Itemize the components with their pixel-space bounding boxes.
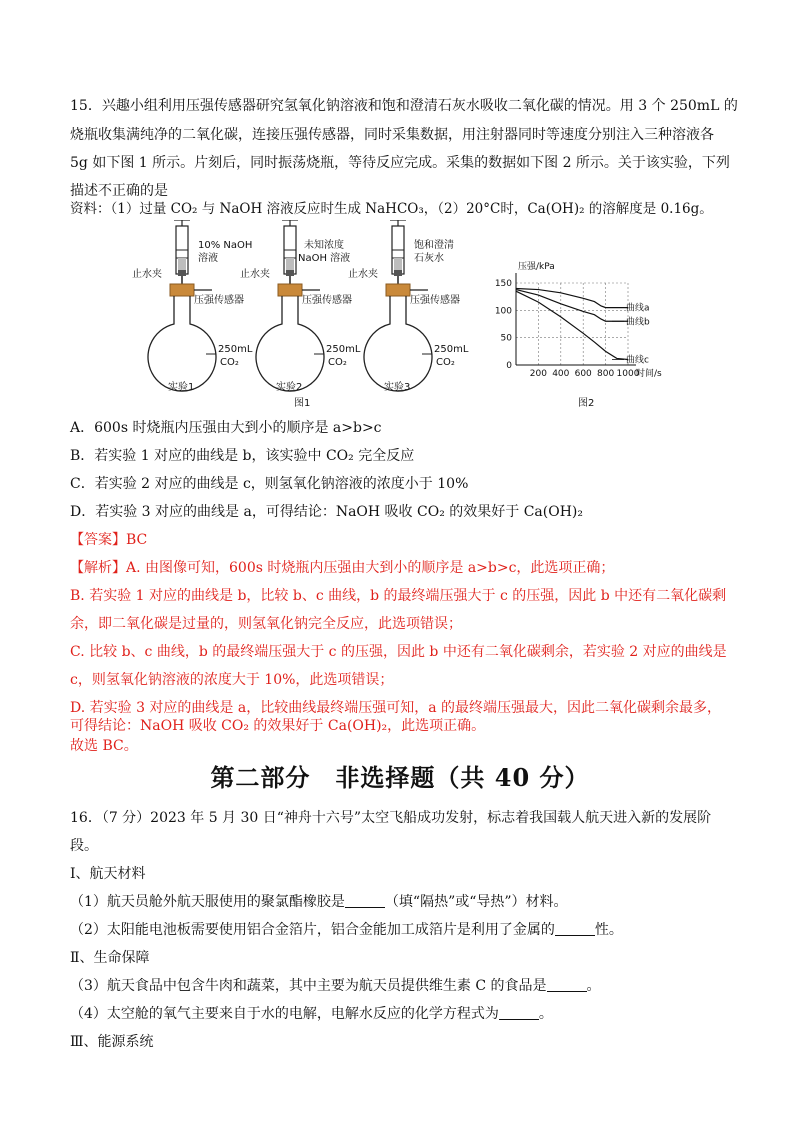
- q15-analysis-line-1: 【解析】A. 由图像可知，600s 时烧瓶内压强由大到小的顺序是 a>b>c，此选项正确；: [70, 560, 615, 576]
- flask-apparatus-1: [132, 220, 253, 393]
- q15-figures: [108, 220, 668, 415]
- liquid-label-2: 溶液: [198, 253, 218, 264]
- q15-stem-line-4: 描述不正确的是: [70, 183, 168, 199]
- liquid-label-2: NaOH 溶液: [298, 253, 351, 264]
- answer-blank-1[interactable]: [345, 893, 385, 908]
- q15-option-c: C．若实验 2 对应的曲线是 c，则氢氧化钠溶液的浓度小于 10%: [70, 476, 469, 492]
- valve-label: 止水夹: [132, 269, 162, 280]
- liquid-label-1: 10% NaOH: [198, 240, 253, 251]
- q15-stem-line-3: 5g 如下图 1 所示。片刻后，同时振荡烧瓶，等待反应完成。采集的数据如下图 2 所示。关于该实验，下列: [70, 155, 730, 171]
- flask-apparatus-2: [240, 220, 361, 393]
- gas-label: CO₂: [328, 357, 347, 368]
- volume-label: 250mL: [218, 344, 253, 355]
- stopper: [170, 284, 194, 296]
- gas-label: CO₂: [436, 357, 455, 368]
- q15-option-b: B．若实验 1 对应的曲线是 b，该实验中 CO₂ 完全反应: [70, 448, 415, 464]
- x-tick-label: 600: [574, 369, 592, 379]
- liquid-label-2: 石灰水: [414, 253, 444, 264]
- liquid-label-1: 未知浓度: [304, 240, 344, 251]
- volume-label: 250mL: [326, 344, 361, 355]
- x-tick-label: 800: [597, 369, 615, 379]
- section-title: 第二部分 非选择题（共 40 分）: [210, 763, 590, 792]
- q15-stem-line-2: 烧瓶收集满纯净的二氧化碳，连接压强传感器，同时采集数据，用注射器同时等速度分别注入三种溶液各: [70, 127, 714, 143]
- q15-stem-line-1: 15．兴趣小组利用压强传感器研究氢氧化钠溶液和饱和澄清石灰水吸收二氧化碳的情况。用 3 个 250mL 的: [70, 98, 738, 114]
- x-tick-label: 400: [552, 369, 570, 379]
- sensor-label: 压强传感器: [302, 295, 352, 306]
- answer-blank-3[interactable]: [547, 977, 587, 992]
- chart-series: [516, 288, 628, 359]
- answer-blank-4[interactable]: [499, 1005, 539, 1020]
- q16-part2-title: Ⅱ、生命保障: [70, 950, 150, 966]
- experiment-caption: 实验1: [168, 382, 195, 393]
- series-label-2: 曲线b: [626, 317, 650, 328]
- q16-item-1-text-a: （1）航天员舱外航天服使用的聚氯酯橡胶是: [70, 894, 345, 910]
- series-label-3: 曲线c: [626, 355, 649, 366]
- flask-body: [148, 296, 216, 391]
- q15-option-d: D．若实验 3 对应的曲线是 a，可得结论：NaOH 吸收 CO₂ 的效果好于 Ca(OH)₂: [70, 504, 583, 520]
- experiment-caption: 实验2: [276, 382, 303, 393]
- series-label-1: 曲线a: [626, 303, 650, 314]
- figure1-caption: 图1: [294, 398, 311, 409]
- sensor-label: 压强传感器: [194, 295, 244, 306]
- q16-stem-2: 段。: [70, 838, 98, 854]
- q15-analysis-line-2: B. 若实验 1 对应的曲线是 b，比较 b、c 曲线，b 的最终端压强大于 c 的压强，因此 b 中还有二氧化碳剩: [70, 588, 727, 604]
- q16-item-4: [70, 1004, 734, 1024]
- chart-axes: [516, 273, 636, 365]
- q16-item-3-text-b: 。: [586, 978, 601, 994]
- experiment-caption: 实验3: [384, 382, 411, 393]
- answer-blank-2[interactable]: [555, 921, 595, 936]
- series-line-3: [516, 291, 628, 359]
- q15-option-a: A．600s 时烧瓶内压强由大到小的顺序是 a>b>c: [70, 420, 382, 436]
- q15-analysis-line-7: 可得结论：NaOH 吸收 CO₂ 的效果好于 Ca(OH)₂，此选项正确。: [70, 718, 486, 734]
- figure-svg: [108, 220, 668, 415]
- clamp: [178, 270, 186, 276]
- q15-analysis-line-5: c，则氢氧化钠溶液的浓度大于 10%，此选项错误；: [70, 672, 394, 688]
- pressure-chart: [495, 261, 662, 379]
- q16-part1-title: Ⅰ、航天材料: [70, 866, 146, 882]
- y-tick-label: 50: [500, 333, 512, 344]
- q16-item-4-text-a: （4）太空舱的氧气主要来自于水的电解，电解水反应的化学方程式为: [70, 1006, 499, 1022]
- valve-label: 止水夹: [240, 269, 270, 280]
- x-tick-label: 1000: [616, 369, 640, 379]
- y-tick-label: 150: [494, 279, 512, 289]
- volume-label: 250mL: [434, 344, 469, 355]
- q16-part3-title: Ⅲ、能源系统: [70, 1034, 154, 1050]
- y-axis-label: 压强/kPa: [518, 262, 555, 272]
- q15-analysis-line-3: 余，即二氧化碳是过量的，则氢氧化钠完全反应，此选项错误；: [70, 616, 462, 632]
- liquid-label-1: 饱和澄清: [414, 240, 454, 251]
- q15-info-line: 资料：（1）过量 CO₂ 与 NaOH 溶液反应时生成 NaHCO₃，（2）20°C时，Ca(OH)₂ 的溶解度是 0.16g。: [70, 201, 713, 217]
- q16-item-3-text-a: （3）航天食品中包含牛肉和蔬菜，其中主要为航天员提供维生素 C 的食品是: [70, 978, 547, 994]
- y-tick-label: 0: [506, 361, 512, 371]
- flask-apparatus-3: [348, 220, 469, 393]
- x-axis-label: 时间/s: [636, 369, 662, 379]
- q15-conclusion: 故选 BC。: [70, 738, 138, 754]
- q16-stem-1: 16．（7 分）2023 年 5 月 30 日“神舟十六号”太空飞船成功发射，标志着我国载人航天进入新的发展阶: [70, 810, 712, 826]
- y-tick-label: 100: [494, 306, 512, 317]
- q15-answer: 【答案】BC: [70, 532, 148, 548]
- q15-analysis-line-6: D. 若实验 3 对应的曲线是 a，比较曲线最终端压强可知，a 的最终端压强最大，因此二氧化碳剩余最多，: [70, 700, 722, 716]
- q16-item-1-text-b: （填“隔热”或“导热”）材料。: [384, 894, 568, 910]
- sensor-label: 压强传感器: [410, 295, 460, 306]
- x-tick-label: 200: [529, 369, 547, 379]
- q16-item-2: [70, 920, 734, 940]
- q16-item-3: [70, 976, 734, 996]
- valve-label: 止水夹: [348, 269, 378, 280]
- q16-item-1: [70, 892, 734, 912]
- chart-labels: [495, 261, 662, 379]
- q16-item-4-text-b: 。: [538, 1006, 553, 1022]
- series-line-1: [516, 288, 628, 307]
- q15-analysis-line-4: C. 比较 b、c 曲线，b 的最终端压强大于 c 的压强，因此 b 中还有二氧化碳剩余，若实验 2 对应的曲线是: [70, 644, 727, 660]
- q16-item-2-text-b: 性。: [594, 922, 623, 938]
- gas-label: CO₂: [220, 357, 239, 368]
- series-line-2: [516, 290, 628, 322]
- figure2-caption: 图2: [578, 398, 595, 409]
- q16-item-2-text-a: （2）太阳能电池板需要使用铝合金箔片，铝合金能加工成箔片是利用了金属的: [70, 922, 555, 938]
